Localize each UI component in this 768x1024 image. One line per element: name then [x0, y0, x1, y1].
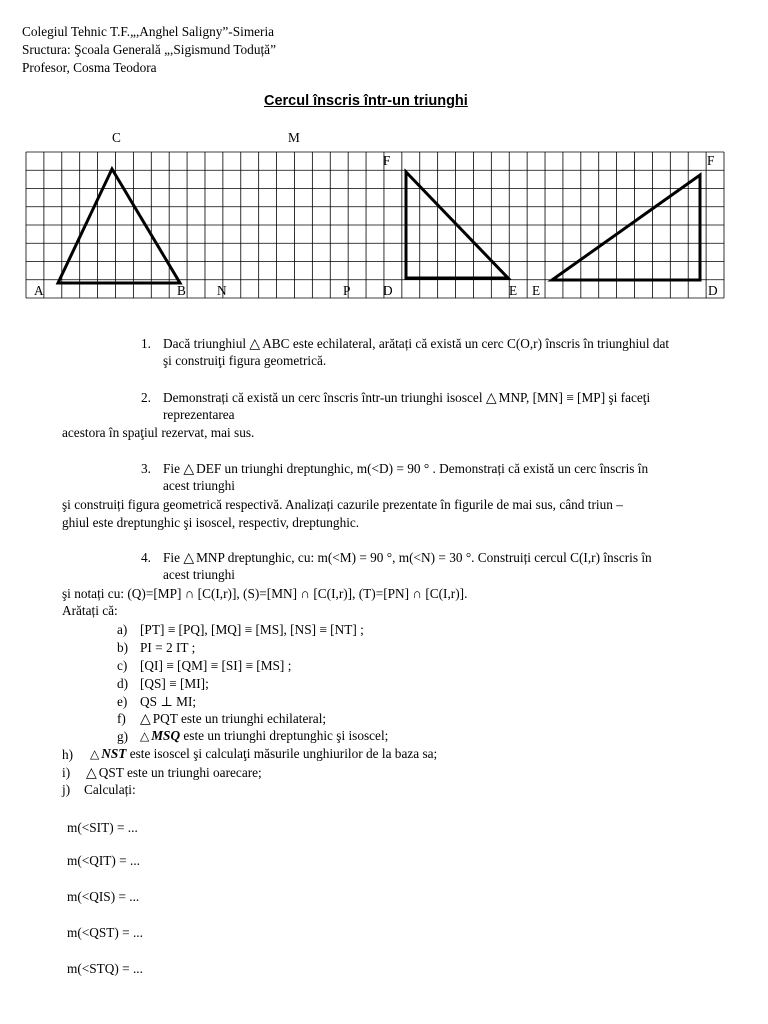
- problem-4-line-4: Arătați că:: [62, 603, 118, 618]
- problem-1-line-1: [163, 336, 669, 352]
- item-j-label: j): [62, 782, 71, 797]
- problem-2-line-3: acestora în spaţiul rezervat, mai sus.: [62, 425, 255, 440]
- problem-3-line-2: acest triunghi: [163, 478, 236, 493]
- measure-qit: m(<QIT) = ...: [67, 853, 140, 868]
- item-h-label: h): [62, 747, 74, 762]
- problem-4-text-a: Fie: [163, 550, 180, 565]
- item-b-text: PI = 2 IT ;: [140, 640, 196, 655]
- item-e-text: QS ⊥ MI;: [140, 694, 197, 709]
- item-c-label: c): [117, 658, 128, 673]
- item-g-label: g): [117, 729, 129, 744]
- item-c-text: [QI] ≡ [QM] ≡ [SI] ≡ [MS] ;: [140, 658, 292, 673]
- item-d-text: [QS] ≡ [MI];: [140, 676, 209, 691]
- triangle-icon: △: [485, 390, 497, 406]
- triangle-icon: △: [249, 336, 261, 352]
- problem-4-line-1: [163, 550, 652, 566]
- item-b-label: b): [117, 640, 129, 655]
- triangle-icon: △: [90, 747, 100, 761]
- label-f1: F: [383, 153, 391, 168]
- problem-3-text-a: Fie: [163, 461, 180, 476]
- triangle-icon: △: [140, 711, 151, 727]
- item-a-text: [PT] ≡ [PQ], [MQ] ≡ [MS], [NS] ≡ [NT] ;: [140, 622, 364, 637]
- item-j-text: Calculați:: [84, 782, 136, 797]
- item-e-label: e): [117, 694, 128, 709]
- label-a: A: [34, 283, 44, 298]
- problem-2-line-1: [163, 390, 650, 406]
- item-f-body: PQT este un triunghi echilateral;: [152, 711, 327, 726]
- item-d-label: d): [117, 676, 129, 691]
- measure-stq: m(<STQ) = ...: [67, 961, 143, 976]
- problem-4-number: 4.: [141, 550, 151, 565]
- triangle-icon: △: [86, 765, 97, 781]
- item-g-body: este un triunghi dreptunghic şi isoscel;: [183, 728, 389, 743]
- triangle-icon: △: [183, 550, 195, 566]
- label-d1: D: [383, 283, 393, 298]
- problem-3-line-3: şi construiți figura geometrică respectivă. Analizați cazurile prezentate în figurile de mai sus, când triun –: [62, 497, 623, 512]
- problem-4-text-b: MNP dreptunghic, cu: m(<M) = 90 °, m(<N) = 30 °. Construiți cercul C(I,r) înscris în: [196, 550, 652, 565]
- label-b: B: [177, 283, 186, 298]
- problem-2-text-a: Demonstrați că există un cerc înscris într-un triunghi isoscel: [163, 390, 483, 405]
- problem-3-number: 3.: [141, 461, 151, 476]
- label-c: C: [112, 130, 121, 145]
- measure-qst: m(<QST) = ...: [67, 925, 143, 940]
- triangle-icon: △: [140, 729, 150, 743]
- label-e2: E: [532, 283, 541, 298]
- triangle-abc: [58, 169, 180, 283]
- problem-3-line-1: [163, 461, 648, 477]
- item-i-text: [86, 765, 262, 781]
- problem-2-number: 2.: [141, 390, 151, 405]
- triangle-def-right: [552, 175, 700, 280]
- problem-1-line-2: şi construiţi figura geometrică.: [163, 353, 327, 368]
- item-i-label: i): [62, 765, 71, 780]
- problem-4-line-3: şi notați cu: (Q)=[MP] ∩ [C(I,r)], (S)=[MN] ∩ [C(I,r)], (T)=[PN] ∩ [C(I,r)].: [62, 586, 468, 601]
- header-structure: Sructura: Şcoala Generală „,Sigismund Toduță”: [22, 42, 276, 57]
- problem-3-text-b: DEF un triunghi dreptunghic, m(<D) = 90 ° . Demonstrați că există un cerc înscris în: [196, 461, 649, 476]
- item-h-text: [90, 746, 437, 762]
- problem-1-number: 1.: [141, 336, 151, 351]
- label-d2: D: [708, 283, 718, 298]
- measure-sit: m(<SIT) = ...: [67, 820, 138, 835]
- problem-4-line-2: acest triunghi: [163, 567, 236, 582]
- header-teacher: Profesor, Cosma Teodora: [22, 60, 157, 75]
- item-h-triangle-name: NST: [101, 746, 127, 761]
- measure-qis: m(<QIS) = ...: [67, 889, 140, 904]
- item-a-label: a): [117, 622, 128, 637]
- label-p: P: [343, 283, 351, 298]
- problem-1-text-b: ABC este echilateral, arătați că există un cerc C(O,r) înscris în triunghiul dat: [262, 336, 670, 351]
- item-f-text: [140, 711, 326, 727]
- item-h-body: este isoscel şi calculaţi măsurile unghiurilor de la baza sa;: [129, 746, 438, 761]
- problem-3-line-4: ghiul este dreptunghic şi isoscel, respectiv, dreptunghic.: [62, 515, 360, 530]
- label-f2: F: [707, 153, 715, 168]
- item-g-triangle-name: MSQ: [151, 728, 181, 743]
- label-e1: E: [509, 283, 518, 298]
- header-school: Colegiul Tehnic T.F.„,Anghel Saligny”-Simeria: [22, 24, 275, 39]
- label-m: M: [288, 130, 300, 145]
- item-i-body: QST este un triunghi oarecare;: [98, 765, 262, 780]
- item-g-text: [140, 728, 388, 744]
- page-title: Cercul înscris într-un triunghi: [264, 93, 468, 109]
- item-f-label: f): [117, 711, 126, 726]
- triangle-icon: △: [183, 461, 195, 477]
- problem-2-text-b: MNP, [MN] ≡ [MP] şi faceţi: [498, 390, 651, 405]
- label-n: N: [217, 283, 227, 298]
- problem-2-line-2: reprezentarea: [163, 407, 235, 422]
- problem-1-text-a: Dacă triunghiul: [163, 336, 247, 351]
